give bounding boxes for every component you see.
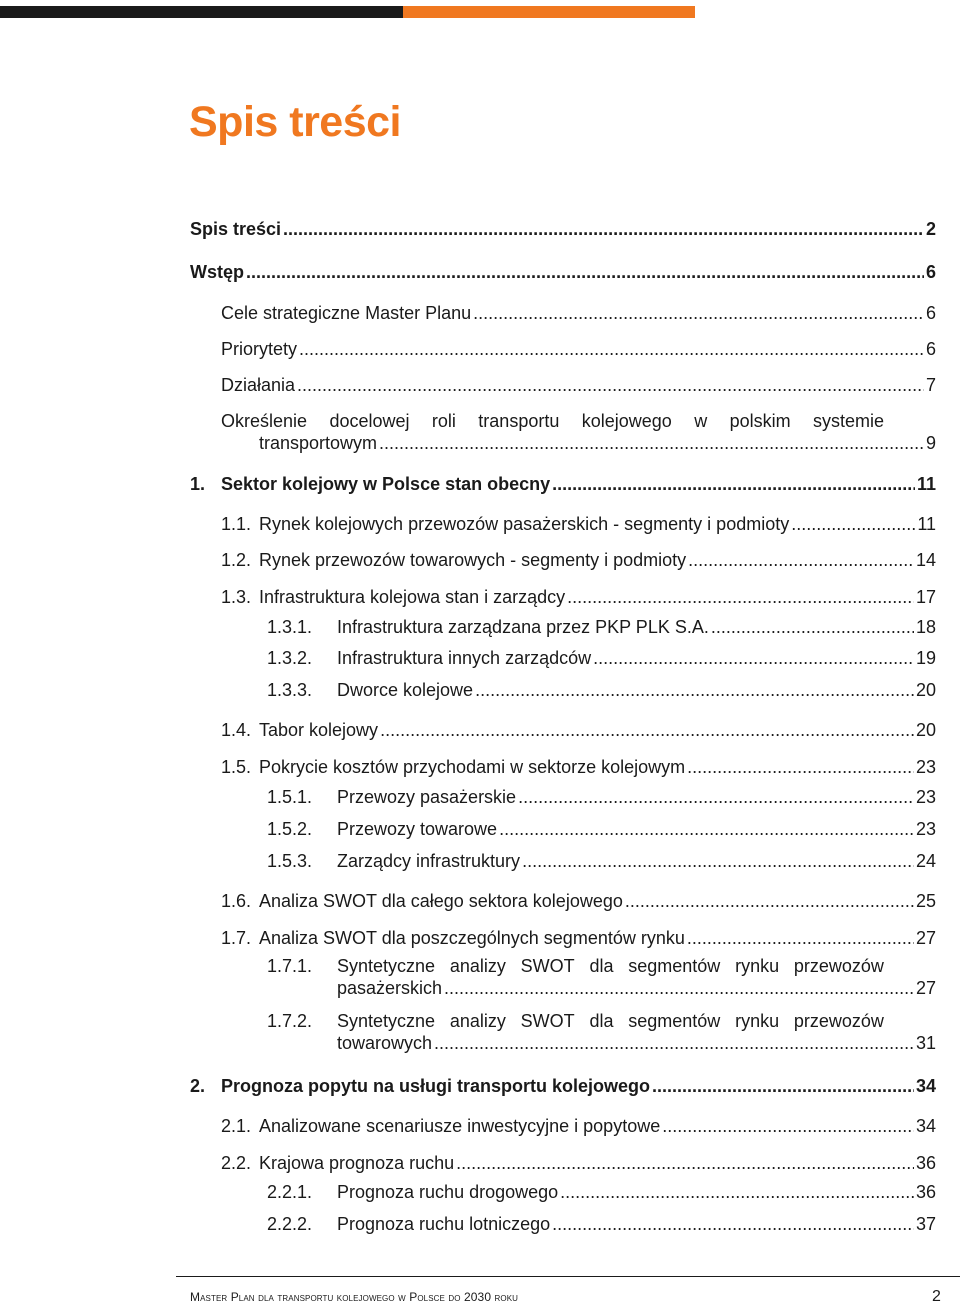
header-bar-dark xyxy=(0,6,403,18)
toc-page-number: 2 xyxy=(925,219,936,239)
toc-page-number: 9 xyxy=(925,433,936,453)
toc-page-number: 11 xyxy=(916,474,936,494)
toc-entry-text-line1 xyxy=(337,1010,884,1032)
toc-entry-text: Pokrycie kosztów przychodami w sektorze kolejowym xyxy=(259,757,686,777)
toc-entry-1-3-2[interactable] xyxy=(267,647,936,669)
toc-entry-number: 2.2.1. xyxy=(267,1182,313,1202)
toc-page-number: 18 xyxy=(915,617,936,637)
toc-word: analizy xyxy=(449,1011,506,1031)
toc-entry-number: 1.4. xyxy=(221,720,252,740)
toc-word: przewozów xyxy=(793,1011,884,1031)
toc-entry-2-2-2[interactable] xyxy=(267,1213,936,1235)
toc-entry-text: Priorytety xyxy=(221,339,298,359)
toc-entry-text-line2: towarowych xyxy=(337,1033,433,1053)
toc-page-number: 27 xyxy=(915,978,936,998)
toc-entry-number: 1.6. xyxy=(221,891,252,911)
toc-entry-text: Krajowa prognoza ruchu xyxy=(259,1153,455,1173)
toc-entry-text: Prognoza ruchu lotniczego xyxy=(337,1214,551,1234)
toc-leader-dots xyxy=(711,616,914,638)
toc-entry-text: Przewozy towarowe xyxy=(337,819,498,839)
toc-entry-1-3-3[interactable] xyxy=(267,679,936,701)
toc-page-number: 34 xyxy=(915,1116,936,1136)
toc-leader-dots xyxy=(283,218,924,240)
toc-page-number: 23 xyxy=(915,757,936,777)
toc-entry-1-3[interactable] xyxy=(221,586,936,608)
toc-entry-number: 2.2.2. xyxy=(267,1214,313,1234)
toc-word: przewozów xyxy=(793,956,884,976)
toc-word: polskim xyxy=(729,411,791,431)
toc-leader-dots xyxy=(593,647,914,669)
toc-word: dla xyxy=(589,956,614,976)
toc-leader-dots xyxy=(434,1032,914,1054)
toc-entry-1-7-2-line2[interactable] xyxy=(337,1032,936,1054)
toc-entry-text: Rynek kolejowych przewozów pasażerskich - segmenty i podmioty xyxy=(259,514,790,534)
toc-entry-okreslenie-roli[interactable] xyxy=(221,410,884,432)
toc-entry-number: 2.2. xyxy=(221,1153,252,1173)
toc-leader-dots xyxy=(560,1181,914,1203)
toc-leader-dots xyxy=(379,432,924,454)
toc-page-number: 23 xyxy=(915,819,936,839)
toc-entry-number: 1.5.1. xyxy=(267,787,313,807)
toc-entry-text-line1 xyxy=(221,410,884,432)
toc-entry-text: Infrastruktura zarządzana przez PKP PLK S.A. xyxy=(337,617,709,637)
toc-leader-dots xyxy=(456,1152,914,1174)
toc-entry-number: 1.7.2. xyxy=(267,1011,313,1031)
toc-entry-1-3-1[interactable] xyxy=(267,616,936,638)
toc-leader-dots xyxy=(297,374,924,396)
toc-word: dla xyxy=(589,1011,614,1031)
toc-page-number: 6 xyxy=(925,303,936,323)
toc-leader-dots xyxy=(499,818,914,840)
toc-entry-text: Analiza SWOT dla poszczególnych segmentów rynku xyxy=(259,928,685,948)
toc-entry-okreslenie-roli-line2[interactable] xyxy=(259,432,936,454)
toc-entry-text: Analiza SWOT dla całego sektora kolejowego xyxy=(259,891,623,911)
toc-leader-dots xyxy=(522,850,914,872)
toc-leader-dots xyxy=(552,473,915,495)
toc-entry-text: Spis treści xyxy=(190,219,282,239)
toc-page-number: 7 xyxy=(925,375,936,395)
toc-word: SWOT xyxy=(520,956,575,976)
toc-entry-1-4[interactable] xyxy=(221,719,936,741)
toc-word: kolejowego xyxy=(581,411,672,431)
toc-entry-text: Wstęp xyxy=(190,262,244,282)
toc-page-number: 17 xyxy=(915,587,936,607)
toc-entry-1-5-1[interactable] xyxy=(267,786,936,808)
toc-entry-number: 1.3.1. xyxy=(267,617,313,637)
toc-entry-1-6[interactable] xyxy=(221,890,936,912)
header-bar-accent xyxy=(403,6,695,18)
toc-word: rynku xyxy=(735,1011,780,1031)
toc-leader-dots xyxy=(552,1213,914,1235)
toc-leader-dots xyxy=(475,679,914,701)
toc-leader-dots xyxy=(444,977,914,999)
toc-entry-1-7-1[interactable] xyxy=(267,955,884,977)
toc-entry-number: 2. xyxy=(190,1076,206,1096)
toc-entry-text: Sektor kolejowy w Polsce stan obecny xyxy=(221,474,551,494)
toc-entry-dzialania[interactable] xyxy=(221,374,936,396)
toc-entry-1-5-3[interactable] xyxy=(267,850,936,872)
toc-entry-1-5-2[interactable] xyxy=(267,818,936,840)
toc-leader-dots xyxy=(687,927,914,949)
toc-page-number: 25 xyxy=(915,891,936,911)
toc-entry-2-2-1[interactable] xyxy=(267,1181,936,1203)
toc-page-number: 20 xyxy=(915,720,936,740)
toc-page-number: 6 xyxy=(925,262,936,282)
toc-entry-priorytety[interactable] xyxy=(221,338,936,360)
toc-page-number: 19 xyxy=(915,648,936,668)
toc-page-number: 37 xyxy=(915,1214,936,1234)
toc-entry-text: Infrastruktura innych zarządców xyxy=(337,648,592,668)
toc-word: segmentów xyxy=(628,1011,721,1031)
toc-page-number: 23 xyxy=(915,787,936,807)
toc-entry-number: 1.2. xyxy=(221,550,252,570)
toc-entry-number: 1. xyxy=(190,474,206,494)
toc-leader-dots xyxy=(791,513,915,535)
toc-entry-wstep[interactable] xyxy=(190,261,936,283)
toc-entry-2-2[interactable] xyxy=(221,1152,936,1174)
toc-entry-number: 1.3. xyxy=(221,587,252,607)
toc-entry-number: 1.3.3. xyxy=(267,680,313,700)
toc-page-number: 36 xyxy=(915,1182,936,1202)
toc-leader-dots xyxy=(299,338,924,360)
toc-entry-text: Analizowane scenariusze inwestycyjne i popytowe xyxy=(259,1116,661,1136)
toc-entry-text: Prognoza ruchu drogowego xyxy=(337,1182,559,1202)
toc-entry-number: 1.1. xyxy=(221,514,252,534)
toc-word: segmentów xyxy=(628,956,721,976)
toc-entry-number: 1.5.3. xyxy=(267,851,313,871)
toc-entry-number: 1.5.2. xyxy=(267,819,313,839)
toc-entry-1-2[interactable] xyxy=(221,549,936,571)
footer-page-number: 2 xyxy=(932,1288,941,1305)
toc-word: systemie xyxy=(812,411,884,431)
toc-page-number: 11 xyxy=(917,514,936,534)
toc-leader-dots xyxy=(688,549,914,571)
toc-word: transportu xyxy=(478,411,560,431)
toc-page-number: 20 xyxy=(915,680,936,700)
toc-leader-dots xyxy=(380,719,914,741)
toc-page-number: 31 xyxy=(915,1033,936,1053)
toc-page-number: 36 xyxy=(915,1153,936,1173)
toc-entry-number: 2.1. xyxy=(221,1116,252,1136)
toc-leader-dots xyxy=(662,1115,914,1137)
toc-entry-text: Przewozy pasażerskie xyxy=(337,787,517,807)
toc-entry-text: Infrastruktura kolejowa stan i zarządcy xyxy=(259,587,566,607)
toc-leader-dots xyxy=(567,586,914,608)
toc-word: roli xyxy=(431,411,456,431)
toc-entry-number: 1.7.1. xyxy=(267,956,313,976)
toc-word: w xyxy=(694,411,708,431)
toc-page-number: 6 xyxy=(925,339,936,359)
toc-word: rynku xyxy=(735,956,780,976)
toc-leader-dots xyxy=(625,890,914,912)
toc-word: Określenie xyxy=(221,411,308,431)
toc-entry-spis-tresci[interactable] xyxy=(190,218,936,240)
toc-entry-1-5[interactable] xyxy=(221,756,936,778)
toc-entry-chapter-2[interactable] xyxy=(190,1075,936,1097)
toc-word: analizy xyxy=(449,956,506,976)
toc-leader-dots xyxy=(652,1075,914,1097)
toc-entry-1-7-2[interactable] xyxy=(267,1010,884,1032)
toc-entry-text-line2: transportowym xyxy=(259,433,378,453)
toc-entry-text-line2: pasażerskich xyxy=(337,978,443,998)
toc-entry-text: Rynek przewozów towarowych - segmenty i podmioty xyxy=(259,550,687,570)
toc-entry-number: 1.7. xyxy=(221,928,252,948)
page-title: Spis treści xyxy=(189,98,401,146)
toc-entry-1-7[interactable] xyxy=(221,927,936,949)
toc-entry-number: 1.5. xyxy=(221,757,252,777)
toc-entry-number: 1.3.2. xyxy=(267,648,313,668)
toc-entry-1-1[interactable] xyxy=(221,513,936,535)
toc-leader-dots xyxy=(518,786,914,808)
toc-entry-cele-strategiczne[interactable] xyxy=(221,302,936,324)
toc-leader-dots xyxy=(473,302,924,324)
toc-page-number: 34 xyxy=(915,1076,936,1096)
footer-rule xyxy=(176,1276,960,1277)
toc-entry-2-1[interactable] xyxy=(221,1115,936,1137)
toc-page-number: 24 xyxy=(915,851,936,871)
toc-entry-text: Działania xyxy=(221,375,296,395)
toc-entry-text: Prognoza popytu na usługi transportu kolejowego xyxy=(221,1076,651,1096)
toc-leader-dots xyxy=(246,261,924,283)
toc-page-number: 14 xyxy=(915,550,936,570)
toc-word: Syntetyczne xyxy=(337,1011,436,1031)
footer-running-title: Master Plan dla transportu kolejowego w Polsce do 2030 roku xyxy=(190,1290,519,1304)
toc-word: SWOT xyxy=(520,1011,575,1031)
toc-entry-text: Dworce kolejowe xyxy=(337,680,474,700)
toc-entry-1-7-1-line2[interactable] xyxy=(337,977,936,999)
toc-entry-chapter-1[interactable] xyxy=(190,473,936,495)
toc-word: docelowej xyxy=(329,411,410,431)
toc-entry-text: Zarządcy infrastruktury xyxy=(337,851,521,871)
toc-entry-text: Cele strategiczne Master Planu xyxy=(221,303,472,323)
toc-page-number: 27 xyxy=(915,928,936,948)
toc-word: Syntetyczne xyxy=(337,956,436,976)
toc-entry-text-line1 xyxy=(337,955,884,977)
toc-leader-dots xyxy=(687,756,914,778)
toc-entry-text: Tabor kolejowy xyxy=(259,720,379,740)
